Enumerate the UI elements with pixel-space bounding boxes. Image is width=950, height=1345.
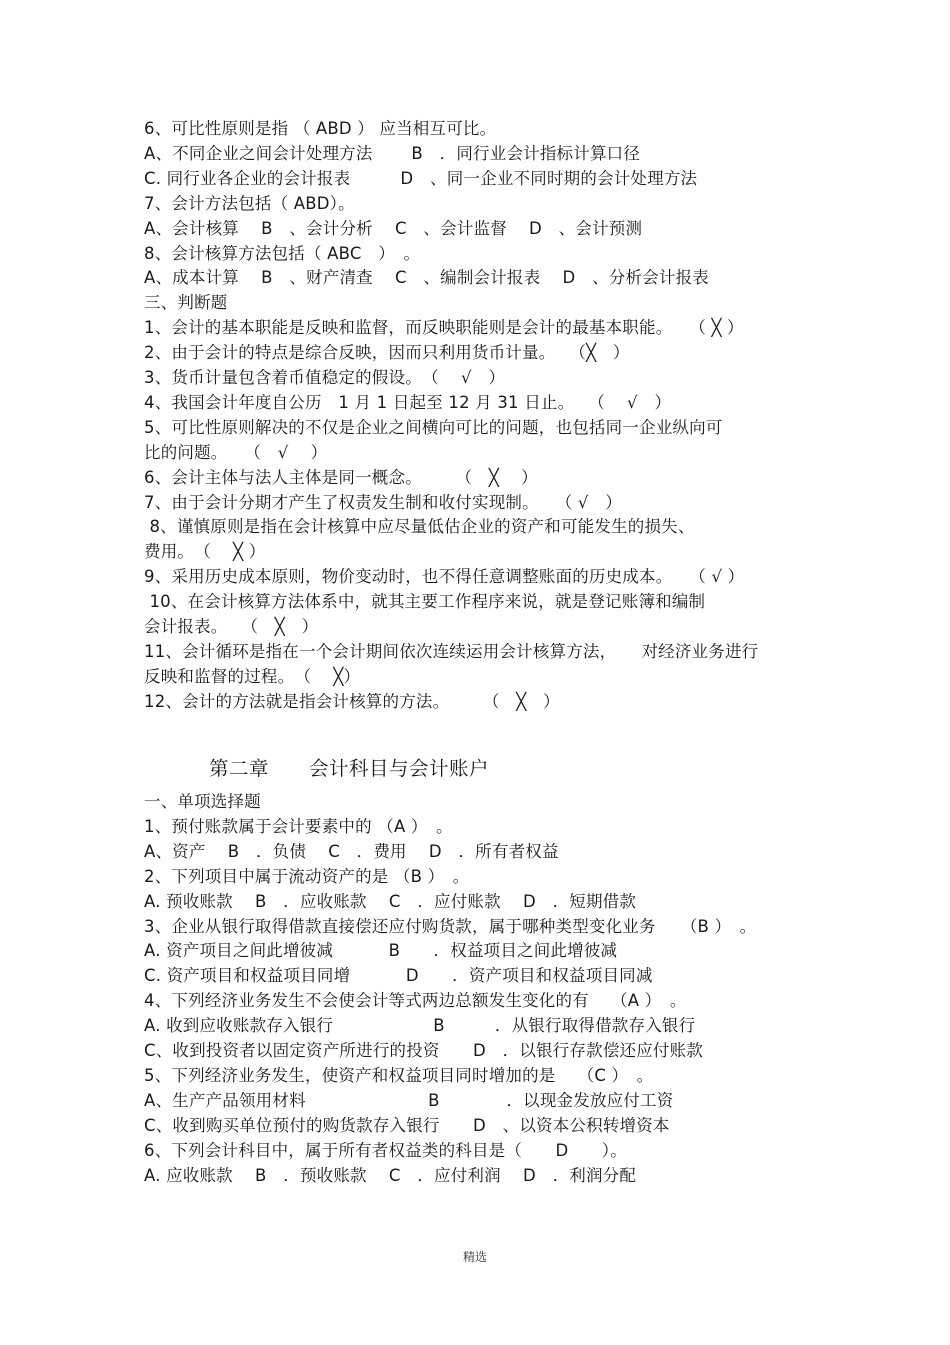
text-line: 8、谨慎原则是指在会计核算中应尽量低估企业的资产和可能发生的损失、 — [144, 517, 695, 537]
text-line: 6、会计主体与法人主体是同一概念。 （ ╳ ） — [144, 467, 538, 487]
text-line: 11、会计循环是指在一个会计期间依次连续运用会计核算方法， 对经济业务进行 — [144, 641, 759, 661]
text-line: 5、下列经济业务发生，使资产和权益项目同时增加的是 （C ） 。 — [144, 1065, 654, 1085]
text-line: C. 资产项目和权益项目同增 D ．资产项目和权益项目同减 — [144, 966, 653, 986]
text-line: C、收到投资者以固定资产所进行的投资 D ．以银行存款偿还应付账款 — [144, 1041, 704, 1060]
text-line: A. 预收账款 B ．应收账款 C ．应付账款 D ．短期借款 — [144, 891, 637, 911]
text-line: 三、判断题 — [144, 293, 228, 313]
text-line: A、生产产品领用材料 B ．以现金发放应付工资 — [144, 1090, 674, 1110]
text-line: 5、可比性原则解决的不仅是企业之间横向可比的问题，也包括同一企业纵向可 — [144, 417, 723, 437]
text-line: A. 应收账款 B ．预收账款 C ．应付利润 D ．利润分配 — [144, 1165, 637, 1185]
chapter-title: 第二章 会计科目与会计账户 — [209, 757, 490, 780]
text-line: C、收到购买单位预付的购货款存入银行 D 、以资本公积转增资本 — [144, 1115, 670, 1135]
text-line: 6、下列会计科目中，属于所有者权益类的科目是（ D ）。 — [144, 1140, 627, 1160]
text-line: 2、由于会计的特点是综合反映，因而只利用货币计量。 （╳ ） — [144, 343, 630, 363]
text-line: 7、由于会计分期才产生了权责发生制和收付实现制。 （ √ ） — [144, 492, 622, 512]
text-line: 1、会计的基本职能是反映和监督，而反映职能则是会计的最基本职能。 （ ╳ ） — [144, 318, 744, 338]
text-line: 3、货币计量包含着币值稳定的假设。 （ √ ） — [144, 368, 506, 387]
text-line: 8、会计核算方法包括（ ABC ） 。 — [144, 243, 421, 263]
text-line: 10、在会计核算方法体系中，就其主要工作程序来说，就是登记账簿和编制 — [144, 592, 706, 612]
text-line: 12、会计的方法就是指会计核算的方法。 （ ╳ ） — [144, 691, 560, 711]
text-line: 3、企业从银行取得借款直接偿还应付购货款，属于哪种类型变化业务 （B ） 。 — [144, 916, 757, 936]
text-line: 7、会计方法包括（ ABD）。 — [144, 193, 355, 213]
text-line: A. 收到应收账款存入银行 B ．从银行取得借款存入银行 — [144, 1016, 696, 1036]
text-line: A. 资产项目之间此增彼减 B ．权益项目之间此增彼减 — [144, 941, 618, 961]
text-line: 会计报表。 （ ╳ ） — [144, 617, 319, 636]
text-line: A、会计核算 B 、会计分析 C 、会计监督 D 、会计预测 — [144, 218, 643, 238]
page-footer: 精选 — [462, 1250, 487, 1264]
text-line: A、资产 B ．负债 C ．费用 D ．所有者权益 — [144, 841, 559, 861]
text-line: 2、下列项目中属于流动资产的是 （B ） 。 — [144, 866, 470, 886]
text-line: 一、单项选择题 — [144, 792, 261, 811]
text-line: 比的问题。 （ √ ） — [144, 442, 328, 462]
text-line: C. 同行业各企业的会计报表 D 、同一企业不同时期的会计处理方法 — [144, 168, 698, 188]
text-line: 1、预付账款属于会计要素中的 （A ） 。 — [144, 816, 453, 836]
text-line: 费用。 （ ╳ ） — [144, 542, 266, 562]
text-line: 4、我国会计年度自公历 1 月 1 日起至 12 月 31 日止。 （ √ ） — [144, 392, 672, 412]
text-line: A、不同企业之间会计处理方法 B ．同行业会计指标计算口径 — [144, 143, 641, 163]
text-line: 反映和监督的过程。 （ ╳） — [144, 666, 361, 686]
text-line: 4、下列经济业务发生不会使会计等式两边总额发生变化的有 （A ） 。 — [144, 991, 687, 1011]
text-line: 9、采用历史成本原则，物价变动时，也不得任意调整账面的历史成本。 （ √ ） — [144, 567, 745, 587]
text-line: 6、可比性原则是指 （ ABD ） 应当相互可比。 — [144, 119, 497, 138]
text-line: A、成本计算 B 、财产清查 C 、编制会计报表 D 、分析会计报表 — [144, 268, 709, 288]
